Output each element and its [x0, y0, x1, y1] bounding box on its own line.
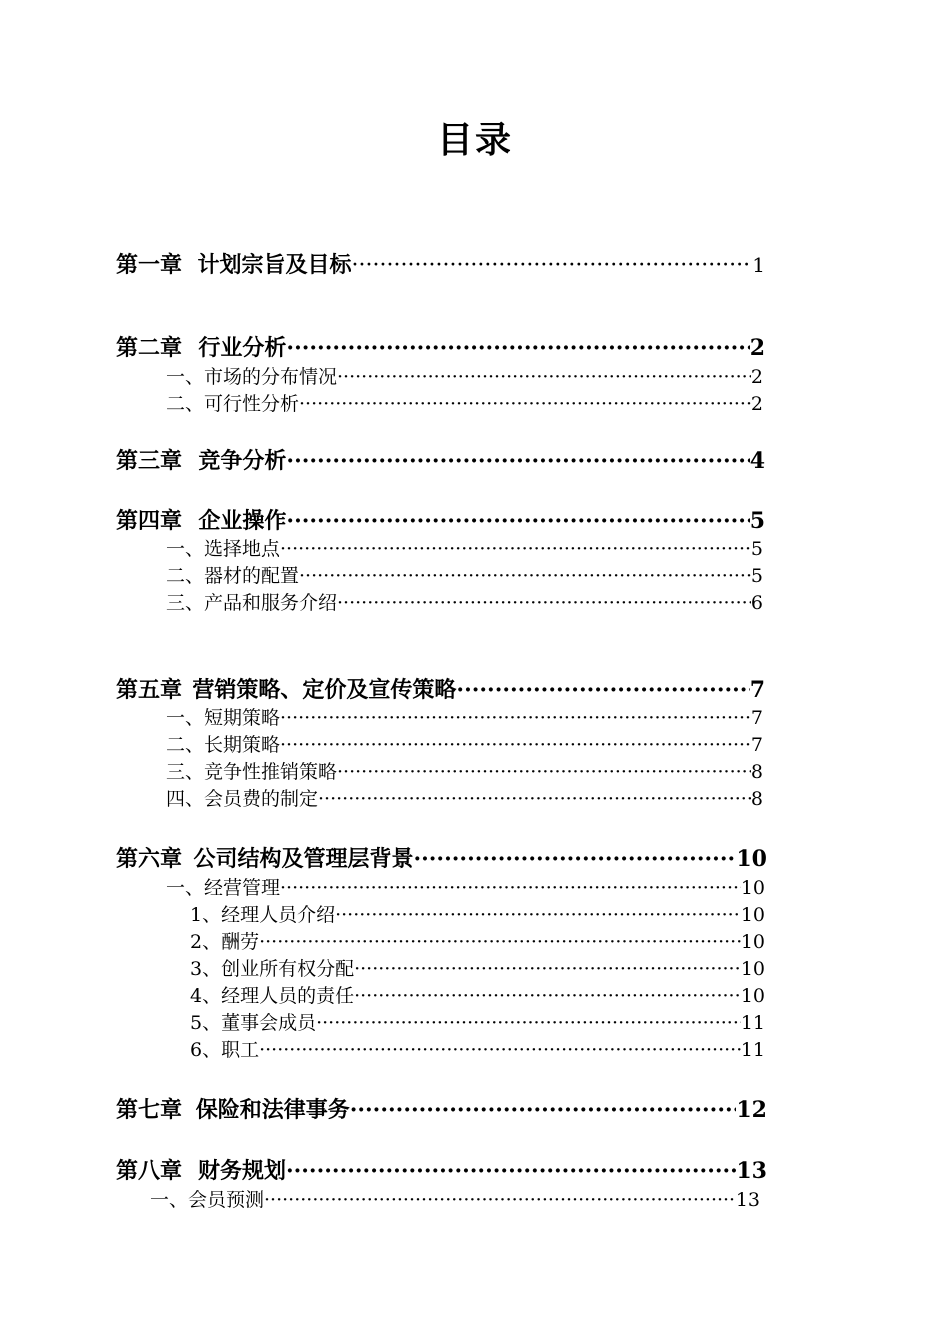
- toc-section[interactable]: [166, 536, 763, 562]
- leader-dots: [337, 590, 751, 616]
- toc-chapter-8[interactable]: [116, 1156, 767, 1186]
- chapter-title: 竞争分析: [198, 448, 287, 474]
- leader-dots: [259, 929, 741, 955]
- toc-chapter-2[interactable]: [116, 333, 765, 363]
- leader-dots: [316, 1010, 741, 1036]
- toc-section[interactable]: [166, 875, 765, 901]
- chapter-title: 公司结构及管理层背景: [193, 846, 414, 872]
- chapter-number: 第六章: [116, 846, 183, 872]
- toc-section[interactable]: [166, 590, 763, 616]
- section-title: 一、会员预测: [150, 1189, 265, 1211]
- section-title: 三、竞争性推销策略: [166, 761, 338, 783]
- chapter-number: 第八章: [116, 1158, 183, 1184]
- page-number: 8: [750, 761, 763, 783]
- leader-dots: [286, 333, 749, 363]
- chapter-title: 计划宗旨及目标: [197, 252, 352, 278]
- chapter-number: 第五章: [116, 677, 183, 703]
- item-title: 6、职工: [190, 1039, 260, 1061]
- toc-chapter-1[interactable]: [116, 250, 765, 280]
- leader-dots: [299, 563, 751, 589]
- page-number: 7: [749, 677, 765, 703]
- section-title: 一、选择地点: [166, 538, 281, 560]
- page-number: 6: [750, 592, 763, 614]
- page-number: 10: [740, 904, 765, 926]
- leader-dots: [354, 983, 741, 1009]
- leader-dots: [280, 875, 741, 901]
- page-number: 11: [740, 1039, 765, 1061]
- chapter-number: 第三章: [116, 448, 183, 474]
- page-number: 7: [750, 734, 763, 756]
- page-number: 5: [750, 565, 763, 587]
- leader-dots: [354, 956, 741, 982]
- leader-dots: [350, 1095, 737, 1125]
- leader-dots: [337, 364, 751, 390]
- toc-item[interactable]: [190, 956, 765, 982]
- chapter-title: 财务规划: [197, 1158, 286, 1184]
- section-title: 一、市场的分布情况: [166, 366, 338, 388]
- chapter-title: 营销策略、定价及宣传策略: [192, 677, 457, 703]
- page-number: 5: [749, 508, 765, 534]
- page-number: 2: [750, 366, 763, 388]
- toc-section[interactable]: [166, 732, 763, 758]
- chapter-title: 企业操作: [198, 508, 287, 534]
- toc-item[interactable]: [190, 1037, 765, 1063]
- page-number: 10: [740, 958, 765, 980]
- leader-dots: [337, 759, 751, 785]
- chapter-number: 第四章: [116, 508, 183, 534]
- toc-chapter-4[interactable]: [116, 506, 765, 536]
- leader-dots: [352, 251, 753, 281]
- item-title: 2、酬劳: [190, 931, 260, 953]
- page-number: 10: [736, 846, 767, 872]
- page-number: 13: [735, 1189, 760, 1211]
- chapter-number: 第二章: [116, 335, 183, 361]
- toc-chapter-5[interactable]: [116, 675, 765, 705]
- leader-dots: [286, 446, 749, 476]
- chapter-number: 第七章: [116, 1097, 183, 1123]
- toc-section[interactable]: [150, 1187, 760, 1213]
- leader-dots: [280, 732, 751, 758]
- section-title: 二、长期策略: [166, 734, 281, 756]
- toc-section[interactable]: [166, 786, 763, 812]
- page-number: 2: [750, 393, 763, 415]
- page-number: 10: [740, 877, 765, 899]
- toc-section[interactable]: [166, 759, 763, 785]
- section-title: 二、器材的配置: [166, 565, 300, 587]
- page-number: 5: [750, 538, 763, 560]
- toc-chapter-3[interactable]: [116, 446, 765, 476]
- chapter-number: 第一章: [116, 252, 183, 278]
- leader-dots: [264, 1187, 736, 1213]
- toc-section[interactable]: [166, 364, 763, 390]
- toc-section[interactable]: [166, 705, 763, 731]
- leader-dots: [286, 1156, 736, 1186]
- toc-item[interactable]: [190, 929, 765, 955]
- section-title: 二、可行性分析: [166, 393, 300, 415]
- item-title: 5、董事会成员: [190, 1012, 317, 1034]
- leader-dots: [413, 844, 736, 874]
- page-number: 2: [749, 335, 765, 361]
- page-number: 7: [750, 707, 763, 729]
- page-number: 1: [752, 253, 765, 277]
- page-number: 11: [740, 1012, 765, 1034]
- leader-dots: [286, 506, 749, 536]
- section-title: 一、短期策略: [166, 707, 281, 729]
- toc-chapter-6[interactable]: [116, 844, 767, 874]
- toc-item[interactable]: [190, 1010, 765, 1036]
- item-title: 3、创业所有权分配: [190, 958, 355, 980]
- page-number: 10: [740, 931, 765, 953]
- item-title: 1、经理人员介绍: [190, 904, 336, 926]
- leader-dots: [456, 675, 749, 705]
- toc-chapter-7[interactable]: [116, 1095, 767, 1125]
- page-number: 13: [736, 1158, 767, 1184]
- page-number: 4: [749, 448, 765, 474]
- item-title: 4、经理人员的责任: [190, 985, 355, 1007]
- section-title: 三、产品和服务介绍: [166, 592, 338, 614]
- leader-dots: [280, 705, 751, 731]
- leader-dots: [318, 786, 751, 812]
- toc-item[interactable]: [190, 983, 765, 1009]
- leader-dots: [280, 536, 751, 562]
- leader-dots: [259, 1037, 741, 1063]
- chapter-title: 行业分析: [198, 335, 287, 361]
- leader-dots: [335, 902, 741, 928]
- page-title: 目录: [436, 119, 513, 161]
- leader-dots: [299, 391, 751, 417]
- toc-item[interactable]: [190, 902, 765, 928]
- page-number: 8: [750, 788, 763, 810]
- toc-section[interactable]: [166, 391, 763, 417]
- section-title: 四、会员费的制定: [166, 788, 319, 810]
- chapter-title: 保险和法律事务: [195, 1097, 350, 1123]
- page-number: 12: [736, 1097, 767, 1123]
- section-title: 一、经营管理: [166, 877, 281, 899]
- toc-section[interactable]: [166, 563, 763, 589]
- page-number: 10: [740, 985, 765, 1007]
